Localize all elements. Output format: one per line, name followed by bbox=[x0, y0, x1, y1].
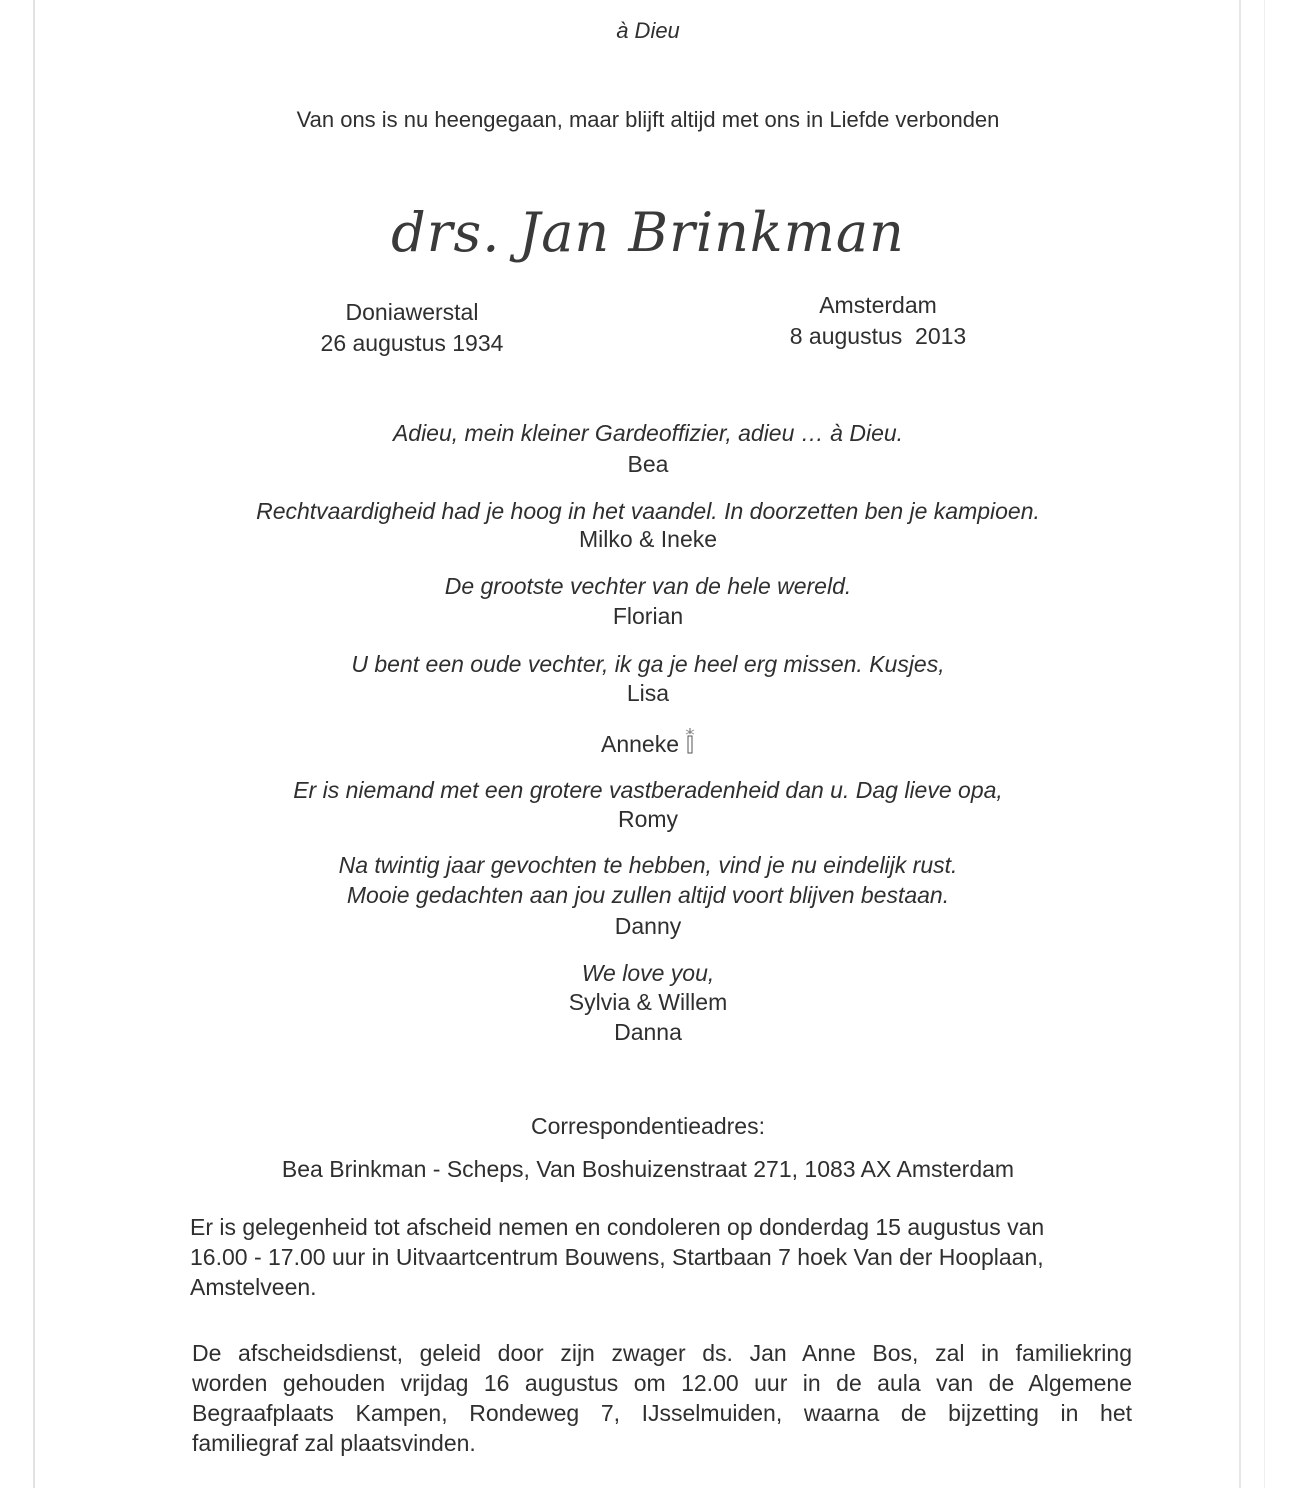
message-signature: Romy bbox=[617, 806, 679, 832]
message-signature: Anneke bbox=[600, 731, 679, 757]
message-signature: Danna bbox=[614, 1019, 682, 1045]
condolence-paragraph bbox=[190, 1212, 1044, 1302]
message-signature: Danny bbox=[614, 913, 682, 939]
birth-date: 26 augustus 1934 bbox=[320, 330, 504, 356]
service-line: De afscheidsdienst, geleid door zijn zwager ds. Jan Anne Bos, zal in familiekring bbox=[192, 1340, 1132, 1366]
header-adieu: à Dieu bbox=[616, 18, 680, 43]
death-block bbox=[728, 290, 1028, 352]
header-intro: Van ons is nu heengegaan, maar blijft altijd met ons in Liefde verbonden bbox=[296, 107, 1000, 132]
birth-block bbox=[262, 297, 562, 359]
birth-place: Doniawerstal bbox=[345, 299, 479, 325]
death-place: Amsterdam bbox=[819, 292, 937, 318]
service-paragraph bbox=[192, 1338, 1132, 1458]
message-text: U bent een oude vechter, ik ga je heel erg missen. Kusjes, bbox=[351, 651, 945, 677]
message-text: Mooie gedachten aan jou zullen altijd voort blijven bestaan. bbox=[346, 882, 950, 908]
candle-icon bbox=[685, 728, 695, 754]
service-line: familiegraf zal plaatsvinden. bbox=[192, 1430, 476, 1456]
message-text: We love you, bbox=[581, 960, 715, 986]
message-signature: Bea bbox=[627, 451, 669, 477]
message-text: Er is niemand met een grotere vastberadenheid dan u. Dag lieve opa, bbox=[293, 777, 1003, 803]
correspondence-label: Correspondentieadres: bbox=[531, 1113, 765, 1139]
deceased-name: drs. Jan Brinkman bbox=[391, 201, 905, 264]
message-signature: Milko & Ineke bbox=[578, 526, 718, 552]
message-text: Adieu, mein kleiner Gardeoffizier, adieu … à Dieu. bbox=[392, 420, 904, 446]
message-anneke bbox=[0, 728, 1296, 758]
service-line: Begraafplaats Kampen, Rondeweg 7, IJsselmuiden, waarna de bijzetting in het bbox=[192, 1400, 1132, 1426]
message-signature: Lisa bbox=[626, 680, 670, 706]
message-signature: Sylvia & Willem bbox=[568, 989, 728, 1015]
service-line: worden gehouden vrijdag 16 augustus om 12.00 uur in de aula van de Algemene bbox=[192, 1370, 1132, 1396]
message-text: De grootste vechter van de hele wereld. bbox=[444, 573, 852, 599]
correspondence-address: Bea Brinkman - Scheps, Van Boshuizenstraat 271, 1083 AX Amsterdam bbox=[281, 1156, 1015, 1182]
message-text: Rechtvaardigheid had je hoog in het vaandel. In doorzetten ben je kampioen. bbox=[256, 498, 1040, 524]
condolence-line: Er is gelegenheid tot afscheid nemen en condoleren op donderdag 15 augustus van bbox=[190, 1214, 1045, 1240]
message-signature: Florian bbox=[612, 603, 684, 629]
death-date: 8 augustus 2013 bbox=[789, 323, 967, 349]
condolence-line: 16.00 - 17.00 uur in Uitvaartcentrum Bouwens, Startbaan 7 hoek Van der Hooplaan, bbox=[190, 1244, 1044, 1270]
message-text: Na twintig jaar gevochten te hebben, vind je nu eindelijk rust. bbox=[338, 852, 958, 878]
condolence-line: Amstelveen. bbox=[190, 1274, 317, 1300]
